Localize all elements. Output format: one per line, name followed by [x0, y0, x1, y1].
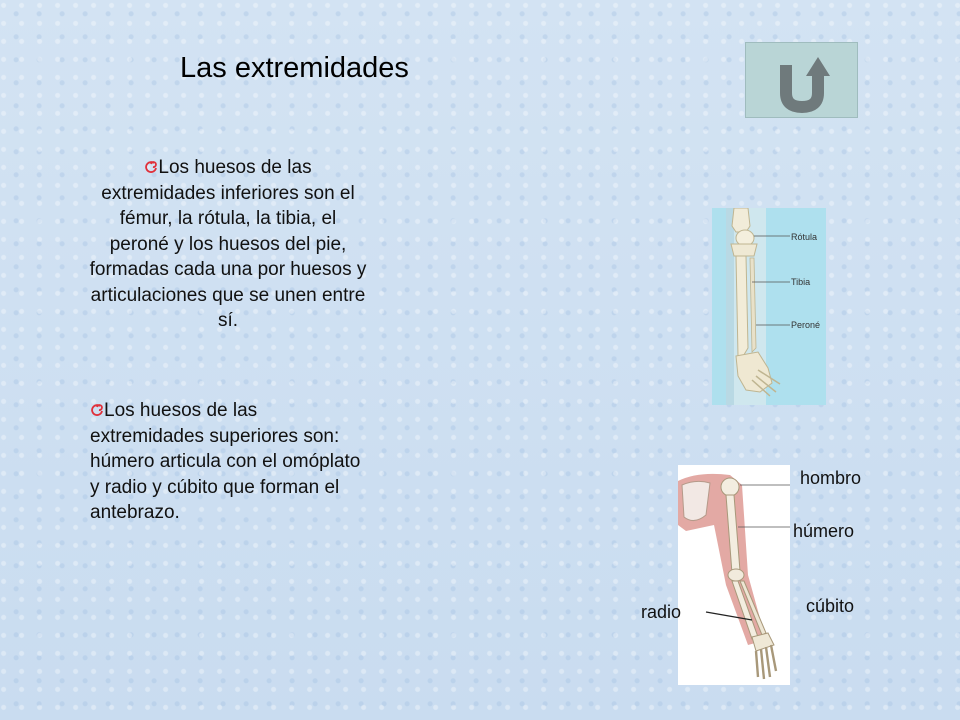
paragraph-upper-limbs — [90, 398, 368, 526]
label-hombro: hombro — [800, 468, 862, 488]
label-cubito: cúbito — [806, 596, 855, 616]
label-radio: radio — [641, 602, 682, 622]
slide-title: Las extremidades — [180, 52, 409, 84]
spiral-bullet-icon — [90, 402, 104, 417]
leg-label-perone: Peroné — [791, 320, 821, 330]
arm-bones-image — [678, 465, 790, 685]
label-humero: húmero — [793, 521, 855, 541]
return-button[interactable] — [745, 42, 858, 118]
leg-skeleton-drawing — [712, 208, 826, 405]
arm-skeleton-drawing — [678, 465, 790, 685]
paragraph-lower-limbs — [88, 155, 368, 334]
paragraph-2-text: Los huesos de las extremidades superiores son: húmero articula con el omóplato y radio y cúbito que forman el antebrazo. — [90, 400, 361, 523]
leg-bones-image — [712, 208, 826, 405]
leg-label-rotula: Rótula — [791, 232, 818, 242]
spiral-bullet-icon — [144, 159, 158, 174]
u-turn-arrow-icon — [746, 43, 859, 119]
paragraph-1-text: Los huesos de las extremidades inferiores son el fémur, la rótula, la tibia, el peroné y los huesos del pie, formadas cada una por huesos y articulaciones que se unen entre sí. — [89, 157, 367, 331]
leg-label-tibia: Tibia — [791, 277, 811, 287]
